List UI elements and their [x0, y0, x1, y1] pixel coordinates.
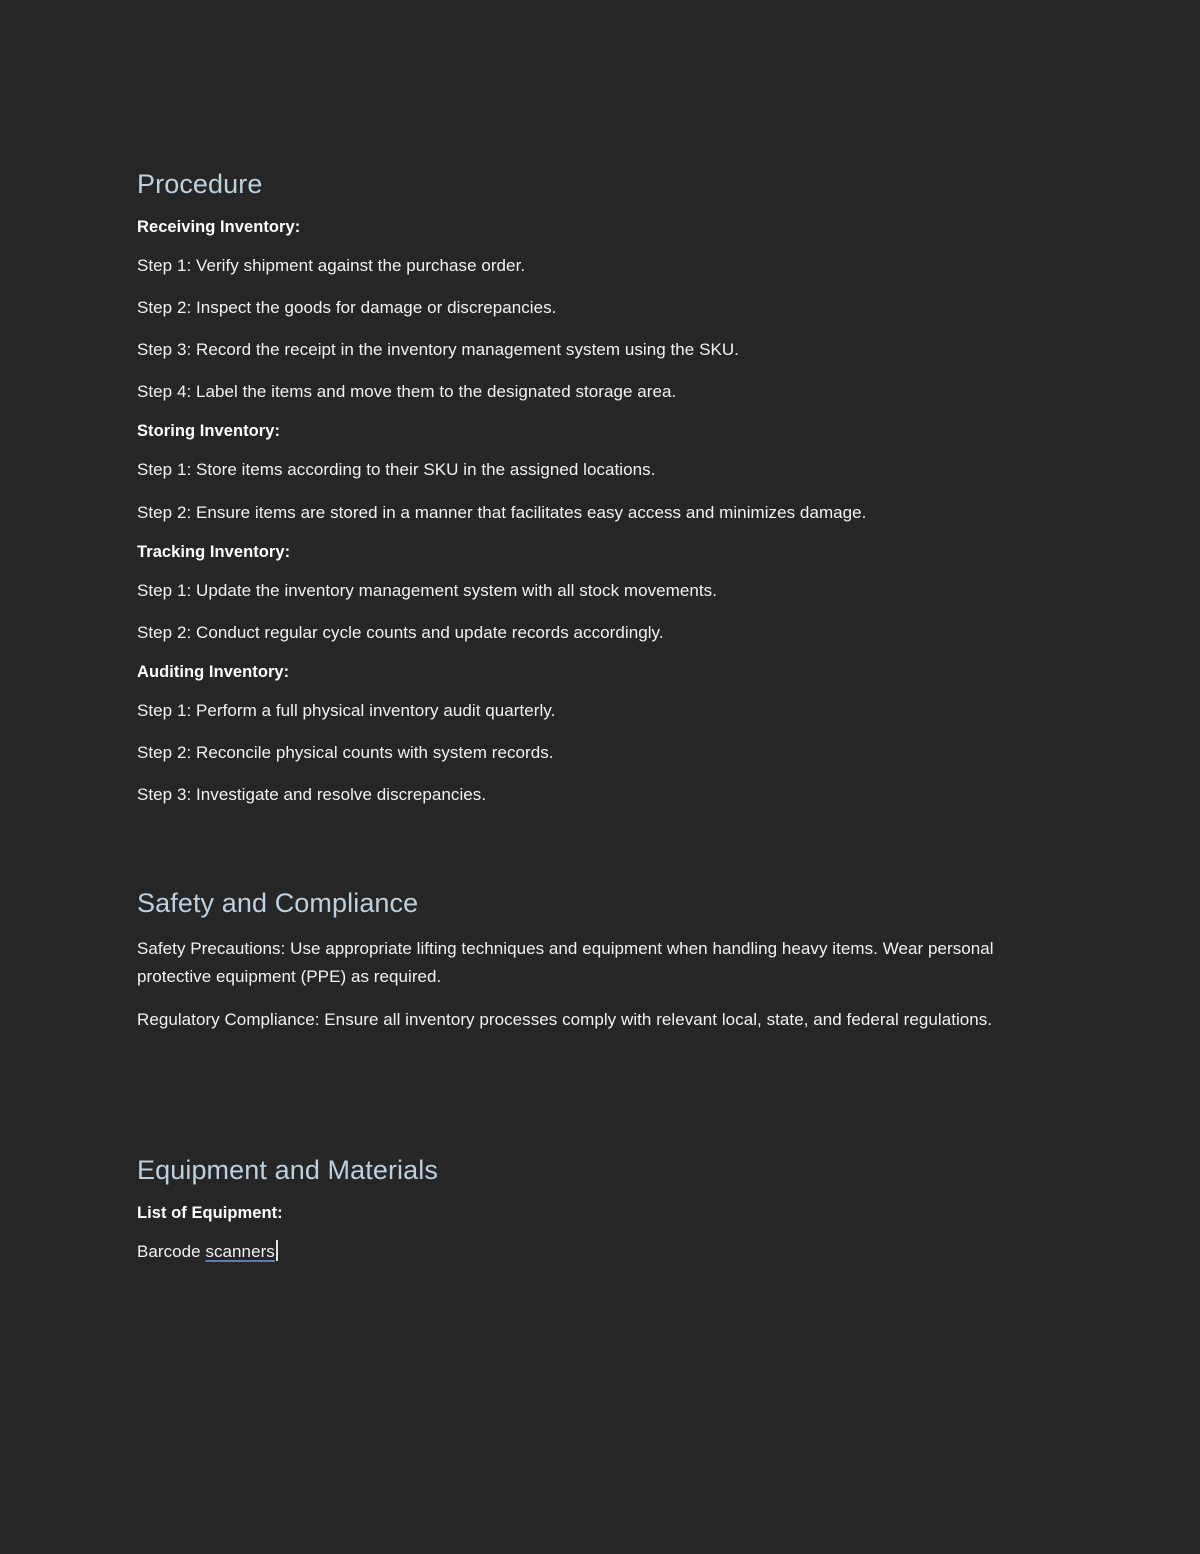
step-line[interactable]: Step 1: Update the inventory management system with all stock movements.: [137, 580, 717, 600]
step-line[interactable]: Step 1: Verify shipment against the purchase order.: [137, 256, 526, 276]
step-line[interactable]: Step 4: Label the items and move them to the designated storage area.: [137, 382, 677, 402]
section-procedure: [137, 168, 1052, 809]
group-tracking-inventory: [137, 541, 1052, 647]
section-spacer: [137, 1049, 1052, 1154]
step-line[interactable]: Step 2: Reconcile physical counts with system records.: [137, 743, 554, 763]
subheading-tracking-inventory: Tracking Inventory:: [137, 542, 291, 561]
subheading-receiving-inventory: Receiving Inventory:: [137, 217, 301, 236]
subheading-list-of-equipment: List of Equipment:: [137, 1203, 283, 1222]
section-spacer: [137, 823, 1052, 887]
paragraph-regulatory-compliance[interactable]: Regulatory Compliance: Ensure all inventory processes comply with relevant local, state, and federal regulations.: [137, 1010, 993, 1030]
paragraph-safety-precautions[interactable]: Safety Precautions: Use appropriate lifting techniques and equipment when handling heavy items. Wear personal protective equipment (PPE) as required.: [137, 939, 994, 987]
group-receiving-inventory: [137, 216, 1052, 406]
step-line[interactable]: Step 2: Inspect the goods for damage or discrepancies.: [137, 298, 557, 318]
step-line[interactable]: Step 3: Investigate and resolve discrepancies.: [137, 785, 487, 805]
document-body[interactable]: [137, 168, 1052, 1266]
subheading-auditing-inventory: Auditing Inventory:: [137, 662, 290, 681]
section-safety-and-compliance: [137, 887, 1052, 1034]
equipment-editing-line[interactable]: [137, 1238, 1052, 1266]
group-storing-inventory: [137, 420, 1052, 526]
section-heading-procedure: Procedure: [137, 169, 263, 199]
equipment-line-prefix: Barcode: [137, 1242, 206, 1262]
section-heading-equipment-and-materials: Equipment and Materials: [137, 1155, 438, 1186]
subheading-storing-inventory: Storing Inventory:: [137, 422, 280, 441]
step-line[interactable]: Step 1: Perform a full physical inventory audit quarterly.: [137, 701, 556, 721]
step-line[interactable]: Step 3: Record the receipt in the inventory management system using the SKU.: [137, 340, 739, 360]
group-auditing-inventory: [137, 661, 1052, 809]
step-line[interactable]: Step 2: Conduct regular cycle counts and update records accordingly.: [137, 622, 664, 642]
step-line[interactable]: Step 2: Ensure items are stored in a manner that facilitates easy access and minimizes damage.: [137, 502, 867, 522]
text-caret: [276, 1240, 278, 1261]
section-heading-safety-and-compliance: Safety and Compliance: [137, 888, 419, 919]
step-line[interactable]: Step 1: Store items according to their SKU in the assigned locations.: [137, 460, 656, 480]
section-equipment-and-materials: [137, 1154, 1052, 1266]
misspelled-word-scanners[interactable]: scanners: [205, 1242, 275, 1262]
